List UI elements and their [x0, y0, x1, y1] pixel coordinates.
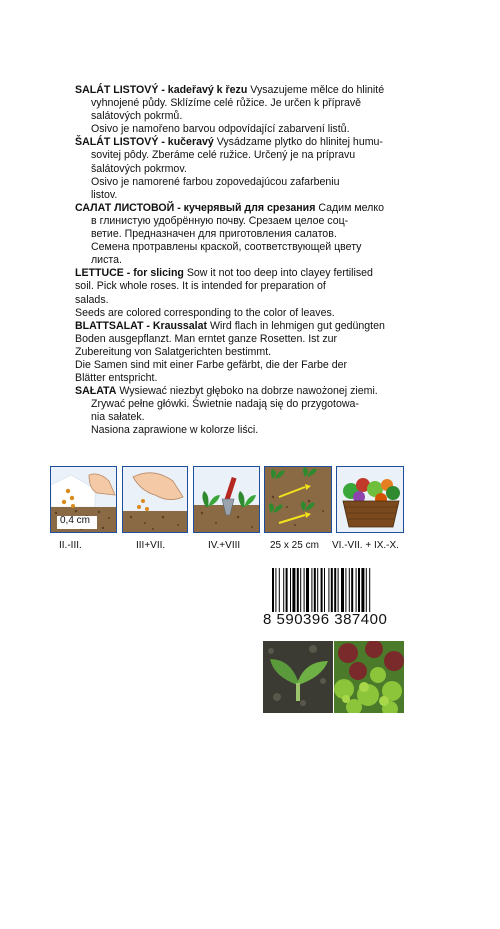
harvest-basket-icon [336, 466, 404, 533]
caption-sowing-months: II.-III. [59, 540, 82, 551]
entry-line: Wysiewać niezbyt głęboko na dobrze nawożonej ziemi. [119, 385, 378, 398]
entry-line: в глинистую удобрённую почву. Срезаем целое соц- [91, 214, 349, 227]
lettuce-photo [334, 641, 404, 713]
transplanting-icon [193, 466, 260, 533]
sowing-hand-icon [122, 466, 188, 533]
barcode-bars [272, 568, 402, 612]
entry-czech [75, 84, 410, 136]
entry-russian [75, 202, 410, 267]
entry-line: Seeds are colored corresponding to the color of leaves. [75, 306, 335, 319]
entry-polish [75, 385, 410, 437]
caption-planting-months: IV.+VIII [208, 540, 241, 551]
entry-line: Vysazujeme mělce do hlinité [250, 84, 385, 96]
entry-line: listov. [91, 188, 118, 201]
entry-title: САЛАТ ЛИСТОВОЙ - кучерявый для срезания [75, 201, 316, 214]
entry-line: soil. Pick whole roses. It is intended for preparation of [75, 280, 326, 293]
entry-line: Садим мелко [318, 201, 384, 214]
entry-line: nia sałatek. [91, 411, 145, 424]
product-photos [263, 641, 404, 713]
entry-title: BLATTSALAT - Kraussalat [75, 319, 208, 332]
cultivation-pictograms [50, 466, 404, 535]
entry-slovak [75, 136, 410, 201]
caption-spacing: 25 x 25 cm [270, 540, 319, 551]
entry-line: Zrywać pełne główki. Świetnie nadają się do przygotowa- [91, 398, 359, 411]
entry-line: Zubereitung von Salatgerichten bestimmt. [75, 345, 272, 358]
entry-line: Nasiona zaprawione w kolorze liści. [91, 424, 259, 437]
seedling-photo [263, 641, 333, 713]
entry-line: Vysádzame plytko do hlinitej humu- [216, 136, 383, 149]
entry-line: Boden ausgepflanzt. Man erntet ganze Rosetten. Ist zur [75, 332, 338, 345]
entry-line: Die Samen sind mit einer Farbe gefärbt, die der Farbe der [75, 358, 348, 371]
instructions-text [75, 84, 410, 438]
entry-title: ŠALÁT LISTOVÝ - kučeravý [75, 136, 214, 149]
entry-line: Wird flach in lehmigen gut gedüngten [210, 319, 385, 332]
entry-english [75, 267, 410, 319]
entry-line: Osivo je namořeno barvou odpovídající zabarvení listů. [91, 123, 350, 136]
caption-sowing-months-2: III+VII. [136, 540, 166, 551]
depth-label: 0,4 cm [60, 515, 91, 526]
barcode [263, 568, 403, 628]
entry-line: Blätter entspricht. [75, 372, 158, 385]
entry-line: листа. [91, 254, 122, 267]
barcode-digits: 8 590396 387400 [263, 611, 388, 628]
entry-line: vyhnojené půdy. Sklízíme celé růžice. Je určen k přípravě [91, 97, 362, 110]
entry-german [75, 320, 410, 385]
entry-line: salads. [75, 293, 109, 306]
entry-line: Osivo je namorené farbou zopovedajúcou zafarbeniu [91, 175, 340, 188]
entry-line: Sow it not too deep into clayey fertilised [186, 267, 373, 280]
entry-line: šalátových pokrmov. [91, 162, 187, 175]
entry-line: Семена протравлены краской, соответствующей цвету [91, 241, 362, 254]
entry-title: SAŁATA [75, 385, 117, 398]
entry-title: LETTUCE - for slicing [75, 267, 184, 280]
entry-line: sovitej pôdy. Zberáme celé ružice. Určený je na prípravu [91, 149, 356, 162]
entry-line: salátových pokrmů. [91, 110, 183, 123]
spacing-icon [264, 466, 332, 533]
entry-title: SALÁT LISTOVÝ - kadeřavý k řezu [75, 84, 248, 96]
entry-line: ветие. Предназначен для приготовления салатов. [91, 228, 337, 241]
caption-harvest-months: VI.-VII. + IX.-X. [332, 540, 399, 551]
